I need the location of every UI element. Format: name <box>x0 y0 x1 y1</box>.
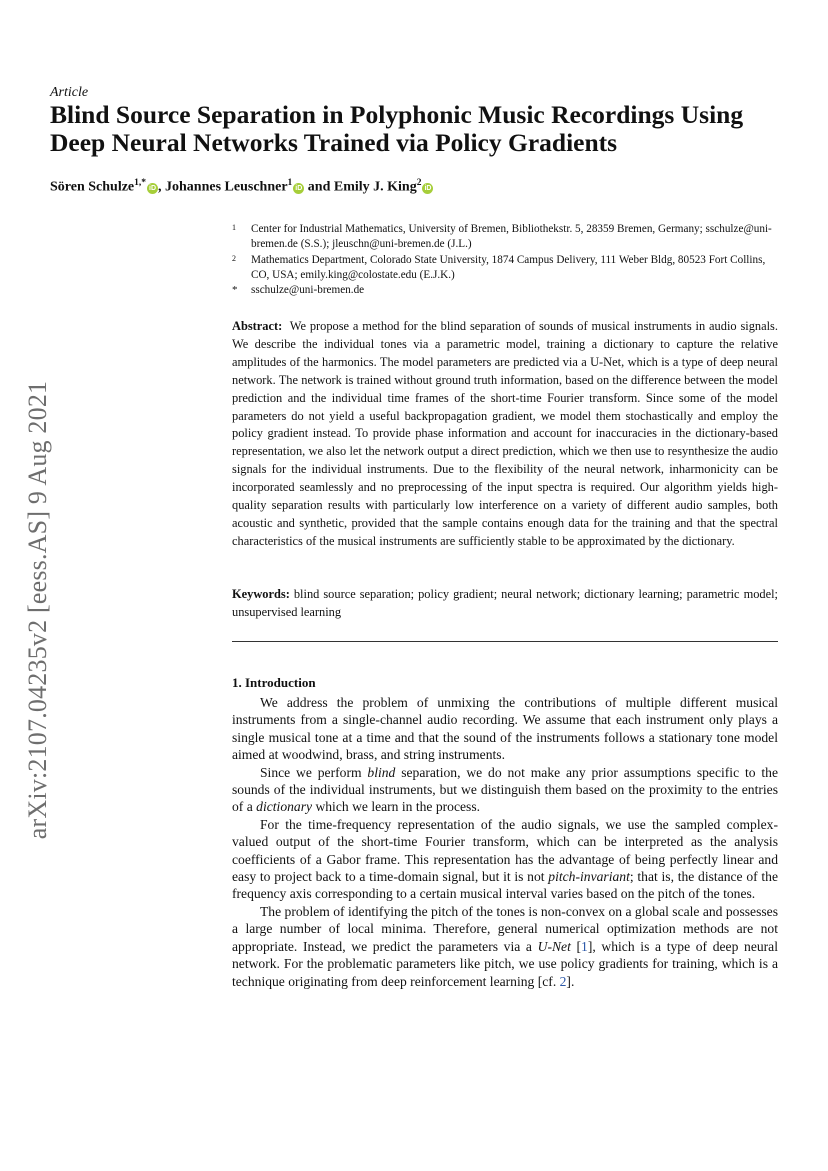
corresponding-author-email: sschulze@uni-bremen.de <box>251 284 365 297</box>
citation-link[interactable]: 1 <box>581 938 588 954</box>
orcid-icon[interactable]: iD <box>424 184 432 192</box>
affiliation-item <box>232 283 780 298</box>
affiliations <box>232 222 780 298</box>
corresponding-author-mark: * <box>232 284 238 297</box>
citation-link[interactable]: 2 <box>559 973 567 989</box>
affiliation-mark: 2 <box>232 253 236 263</box>
paragraph <box>232 764 778 816</box>
arxiv-identifier-stamp <box>14 355 62 865</box>
orcid-icon[interactable]: iD <box>295 184 303 192</box>
author-2-name: Johannes Leuschner <box>165 179 288 195</box>
author-1-name: Sören Schulze <box>50 179 135 195</box>
paper-title: Blind Source Separation in Polyphonic Music Recordings Using Deep Neural Networks Trained via Policy Gradients <box>50 100 744 157</box>
text-run: Since we perform <box>260 764 368 780</box>
author-3-name: Emily J. King <box>333 179 417 195</box>
paragraph <box>232 816 778 903</box>
text-run: For the time-frequency representation of the audio signals, we use the sampled complex-valued output of the short-time Fourier transform, which can be interpreted as the analysis coefficients of a Gabor frame. This representation has the advantage of being perfectly linear and easy to project back to a time-domain signal, but it is not <box>232 816 778 885</box>
author-separator: , <box>158 179 166 195</box>
text-run: ], which is a type of deep neural network. For the problematic parameters like pitch, we use policy gradients for training, which is a technique originating from deep reinforcement learning [cf. <box>232 938 778 989</box>
emphasis: dictionary <box>256 799 313 815</box>
text-run: ; that is, the distance of the frequency axis corresponding to a certain musical interval varies based on the pitch of the tones. <box>232 869 778 902</box>
paragraph <box>232 903 778 990</box>
section-heading: 1. Introduction <box>232 675 316 690</box>
text-run: The problem of identifying the pitch of the tones is non-convex on a global scale and possesses a large number of local minima. Therefore, general numerical optimization methods are not appropriate. Instead, we predict the parameters via a <box>232 903 778 954</box>
author-list <box>50 178 433 196</box>
article-type-label: Article <box>50 85 89 100</box>
affiliation-text: Center for Industrial Mathematics, University of Bremen, Bibliothekstr. 5, 28359 Bremen, Germany; sschulze@uni-bremen.de (S.S.); jleuschn@uni-bremen.de (J.L.) <box>251 223 772 251</box>
author-separator: and <box>304 179 334 195</box>
keywords-text: blind source separation; policy gradient; neural network; dictionary learning; parametric model; unsupervised learning <box>232 587 778 619</box>
author-3-affil-mark: 2 <box>416 178 422 188</box>
abstract <box>232 318 778 551</box>
affiliation-item <box>232 253 780 284</box>
section-divider <box>232 641 778 642</box>
orcid-icon[interactable]: iD <box>149 184 157 192</box>
emphasis: pitch-invariant <box>548 869 630 885</box>
affiliation-item <box>232 222 780 253</box>
affiliation-text: Mathematics Department, Colorado State University, 1874 Campus Delivery, 111 Weber Bldg, 80523 Fort Collins, CO, USA; emily.king@colostate.edu (E.J.K.) <box>251 253 766 281</box>
text-run: separation, we do not make any prior assumptions specific to the sounds of the individual instruments, but we distinguish them based on the proximity to the entries of a <box>232 764 778 815</box>
arxiv-identifier-text: arXiv:2107.04235v2 [eess.AS] 9 Aug 2021 <box>23 380 52 840</box>
affiliation-mark: 1 <box>232 223 236 232</box>
author-2-affil-mark: 1 <box>287 178 293 188</box>
introduction-body <box>232 694 778 990</box>
text-run: which we learn in the process. <box>312 799 481 815</box>
emphasis: U-Net <box>537 938 571 954</box>
text-run: ]. <box>566 973 575 989</box>
keywords <box>232 586 778 622</box>
abstract-text: We propose a method for the blind separation of sounds of musical instruments in audio signals. We describe the individual tones via a parametric model, training a dictionary to capture the relative amplitudes of the harmonics. The model parameters are predicted via a U-Net, which is a type of deep neural network. The network is trained without ground truth information, based on the difference between the model prediction and the individual time frames of the short-time Fourier transform. Since some of the model parameters do not yield a useful backpropagation gradient, we model them stochastically and employ the policy gradient instead. To provide phase information and account for inaccuracies in the dictionary-based representation, we also let the network output a direct prediction, which we then use to resynthesize the audio signals for the individual instruments. Due to the flexibility of the neural network, inharmonicity can be incorporated seamlessly and no preprocessing of the input spectra is required. Our algorithm yields high-quality separation results with particularly low interference on a variety of different audio samples, both acoustic and synthetic, provided that the sample contains enough data for the training and that the spectral characteristics of the musical instruments are sufficiently stable to be approximated by the dictionary. <box>232 319 778 548</box>
abstract-label: Abstract: <box>232 319 283 333</box>
text-run: [ <box>570 938 582 954</box>
emphasis: blind <box>367 764 396 780</box>
paragraph: We address the problem of unmixing the contributions of multiple different musical instruments from a single-channel audio recording. We assume that each instrument only plays a single musical tone at a time and that the sound of the instruments follows a stationary tone model aimed at woodwind, brass, and string instruments. <box>232 695 778 763</box>
author-1-affil-mark: 1,* <box>134 178 147 188</box>
keywords-label: Keywords: <box>232 587 290 601</box>
